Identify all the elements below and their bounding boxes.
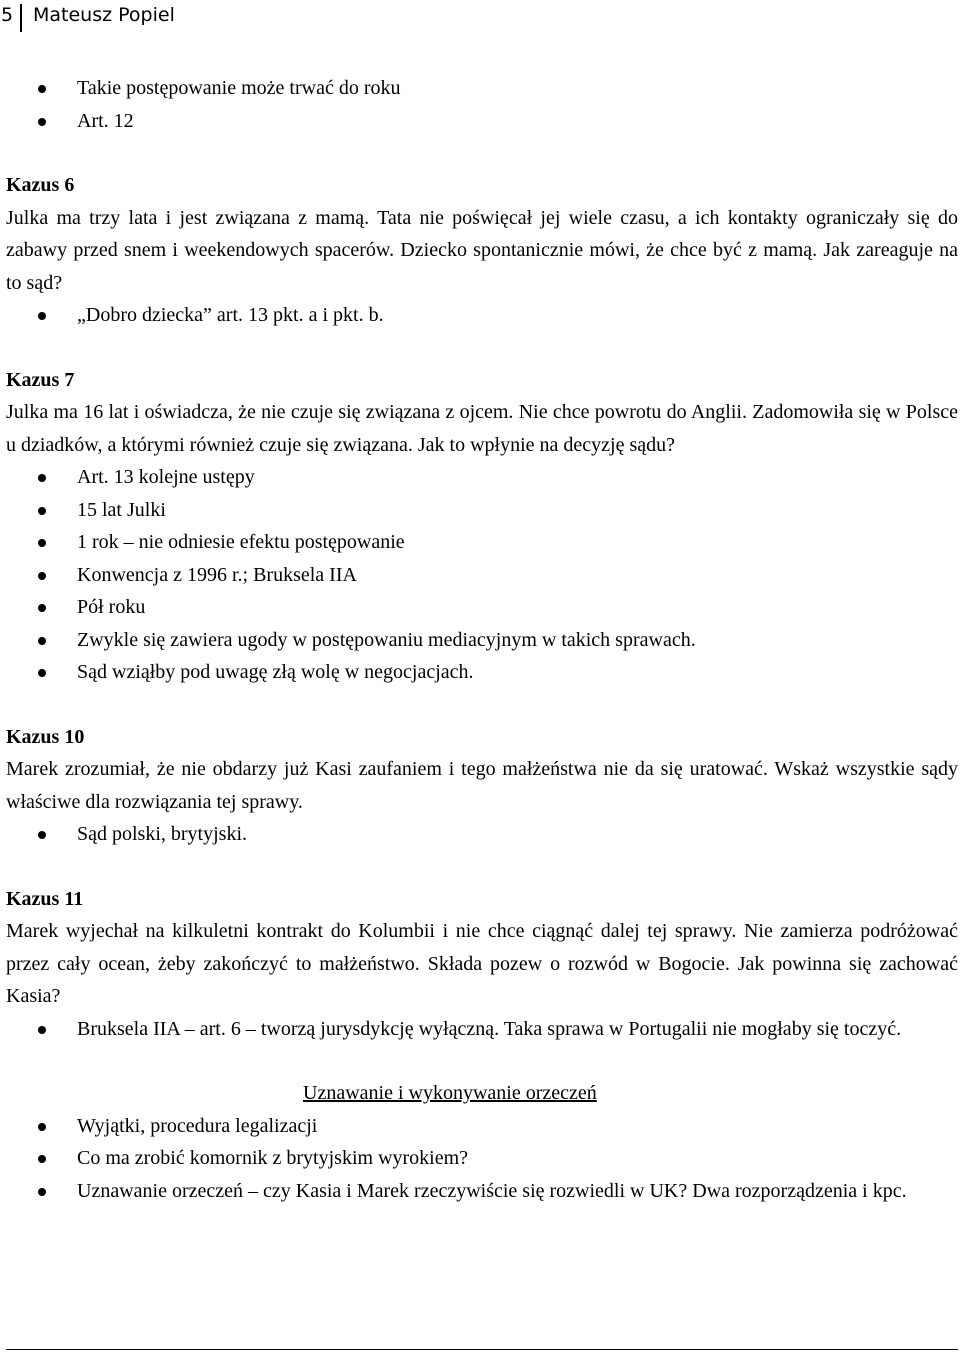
list-item: Sąd polski, brytyjski. <box>6 818 958 851</box>
kazus-7-bullets <box>6 461 958 689</box>
footer-rule <box>6 1349 958 1350</box>
author-name: Mateusz Popiel <box>33 4 175 26</box>
list-item: 1 rok – nie odniesie efektu postępowanie <box>6 526 958 559</box>
list-item: Wyjątki, procedura legalizacji <box>6 1110 958 1143</box>
list-item: Zwykle się zawiera ugody w postępowaniu mediacyjnym w takich sprawach. <box>6 624 958 657</box>
kazus-10-heading: Kazus 10 <box>6 725 85 748</box>
list-item: Pół roku <box>6 591 958 624</box>
list-item: Co ma zrobić komornik z brytyjskim wyrokiem? <box>6 1142 958 1175</box>
kazus-7-heading: Kazus 7 <box>6 368 75 391</box>
header-divider <box>20 4 22 32</box>
list-item: Uznawanie orzeczeń – czy Kasia i Marek rzeczywiście się rozwiedli w UK? Dwa rozporządzenia i kpc. <box>6 1175 958 1208</box>
list-item: „Dobro dziecka” art. 13 pkt. a i pkt. b. <box>6 299 958 332</box>
list-item: Art. 12 <box>6 105 958 138</box>
list-item: Konwencja z 1996 r.; Bruksela IIA <box>6 559 958 592</box>
kazus-11-heading: Kazus 11 <box>6 887 84 910</box>
kazus-7-text: Julka ma 16 lat i oświadcza, że nie czuje się związana z ojcem. Nie chce powrotu do Anglii. Zadomowiła się w Polsce u dziadków, a którymi również czuje się związana. Jak to wpłynie na decyzję sądu? <box>6 401 958 456</box>
kazus-6-heading: Kazus 6 <box>6 174 75 196</box>
kazus-10-text: Marek zrozumiał, że nie obdarzy już Kasi zaufaniem i tego małżeństwa nie da się uratować. Wskaż wszystkie sądy właściwe dla rozwiązania tej sprawy. <box>6 758 958 813</box>
list-item: 15 lat Julki <box>6 494 958 527</box>
list-item: Art. 13 kolejne ustępy <box>6 461 958 494</box>
page-number: 5 <box>1 4 14 26</box>
kazus-11-text: Marek wyjechał na kilkuletni kontrakt do Kolumbii i nie chce ciągnąć dalej tej sprawy. Nie zamierza podróżować przez cały ocean, żeby zakończyć to małżeństwo. Składa pozew o rozwód w Bogocie. Jak powinna się zachować Kasia? <box>6 920 958 1007</box>
kazus-10-bullets <box>6 818 958 851</box>
kazus-11-bullets <box>6 1013 958 1046</box>
list-item: Bruksela IIA – art. 6 – tworzą jurysdykcję wyłączną. Taka sprawa w Portugalii nie mogłaby się toczyć. <box>6 1013 958 1046</box>
list-item: Sąd wziąłby pod uwagę złą wolę w negocjacjach. <box>6 656 958 689</box>
section-heading: Uznawanie i wykonywanie orzeczeń <box>303 1082 597 1104</box>
intro-bullet-list <box>6 72 958 137</box>
kazus-6-text: Julka ma trzy lata i jest związana z mamą. Tata nie poświęcał jej wiele czasu, a ich kontakty ograniczały się do zabawy przed snem i weekendowych spacerów. Dziecko spontanicznie mówi, że chce być z mamą. Jak zareaguje na to sąd? <box>6 206 958 294</box>
list-item: Takie postępowanie może trwać do roku <box>6 72 958 105</box>
section-bullets <box>6 1110 958 1208</box>
kazus-6-bullets <box>6 299 958 332</box>
document-body <box>6 72 958 1207</box>
